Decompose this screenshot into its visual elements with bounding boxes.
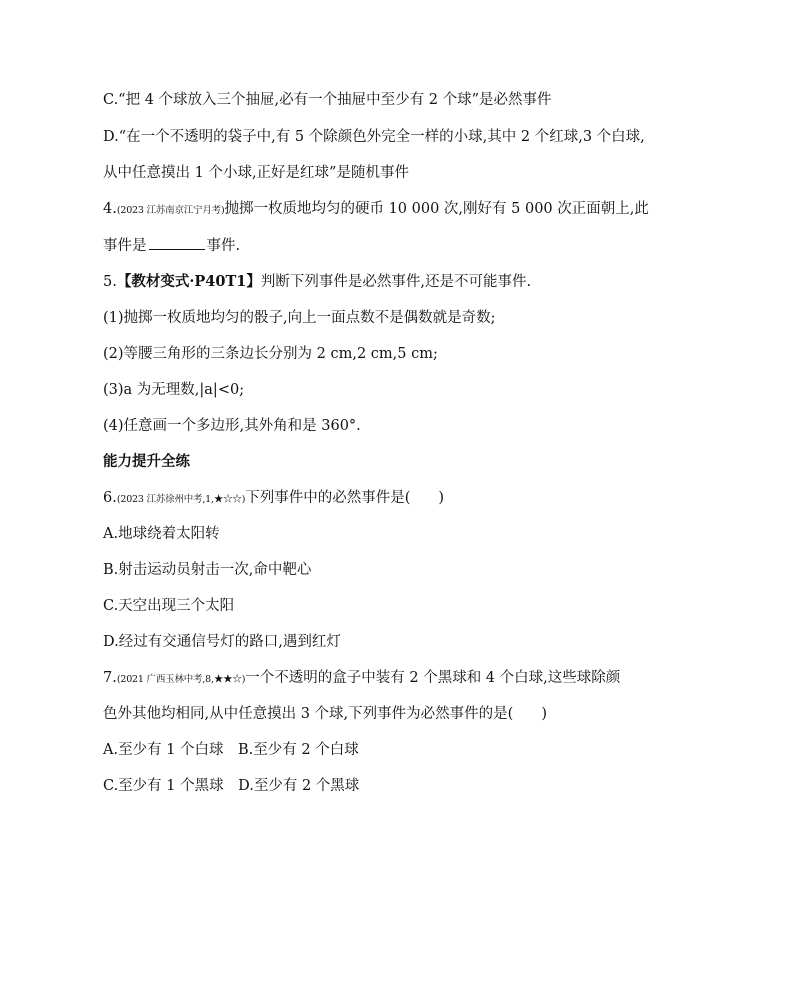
- question-5-tag: 【教材变式·P40T1】: [116, 273, 261, 290]
- question-4-number: 4.: [103, 201, 117, 217]
- question-6-text: 下列事件中的必然事件是(: [245, 490, 411, 506]
- question-7-number: 7.: [103, 670, 117, 686]
- question-4: [103, 199, 649, 221]
- section-heading: 能力提升全练: [103, 454, 190, 470]
- question-4-prefix: 事件是: [103, 238, 147, 254]
- question-5: [103, 272, 531, 292]
- question-7-options-cd: C.至少有 1 个黑球 D.至少有 2 个黑球: [103, 778, 360, 794]
- option-d-continuation: 从中任意摸出 1 个小球,正好是红球”是随机事件: [103, 165, 409, 181]
- answer-blank[interactable]: [149, 235, 205, 250]
- question-6: [103, 488, 444, 510]
- option-d-line: D.“在一个不透明的袋子中,有 5 个除颜色外完全一样的小球,其中 2 个红球,3 个白球,: [103, 129, 645, 145]
- question-7-text: 一个不透明的盒子中装有 2 个黑球和 4 个白球,这些球除颜: [245, 670, 621, 686]
- question-7-close-paren: ): [541, 706, 547, 722]
- question-4-source: (2023 江苏南京江宁月考): [116, 205, 225, 216]
- question-5-item-1: (1)抛掷一枚质地均匀的骰子,向上一面点数不是偶数就是奇数;: [103, 310, 496, 326]
- question-4-suffix: 事件.: [206, 238, 241, 254]
- question-5-item-4: (4)任意画一个多边形,其外角和是 360°.: [103, 418, 361, 434]
- question-6-option-b: B.射击运动员射击一次,命中靶心: [103, 562, 312, 578]
- question-5-text: 判断下列事件是必然事件,还是不可能事件.: [260, 274, 532, 290]
- question-7: [103, 668, 620, 690]
- question-7-options-ab: A.至少有 1 个白球 B.至少有 2 个白球: [103, 742, 359, 758]
- question-4-text: 抛掷一枚质地均匀的硬币 10 000 次,刚好有 5 000 次正面朝上,此: [224, 201, 649, 217]
- question-6-source: (2023 江苏徐州中考,1,★☆☆): [116, 494, 246, 505]
- question-7-cont-text: 色外其他均相同,从中任意摸出 3 个球,下列事件为必然事件的是(: [103, 706, 514, 722]
- question-6-close-paren: ): [438, 490, 445, 506]
- question-7-continuation: [103, 704, 547, 724]
- question-6-option-c: C.天空出现三个太阳: [103, 598, 235, 614]
- question-6-number: 6.: [103, 490, 117, 506]
- question-6-option-d: D.经过有交通信号灯的路口,遇到红灯: [103, 634, 341, 650]
- option-c-line: C.“把 4 个球放入三个抽屉,必有一个抽屉中至少有 2 个球”是必然事件: [103, 92, 552, 108]
- question-6-option-a: A.地球绕着太阳转: [103, 526, 220, 542]
- question-5-item-2: (2)等腰三角形的三条边长分别为 2 cm,2 cm,5 cm;: [103, 346, 438, 362]
- question-5-number: 5.: [103, 274, 117, 290]
- question-4-continuation: [103, 235, 240, 256]
- question-7-source: (2021 广西玉林中考,8,★★☆): [116, 674, 246, 685]
- question-5-item-3: (3)a 为无理数,|a|<0;: [103, 382, 245, 398]
